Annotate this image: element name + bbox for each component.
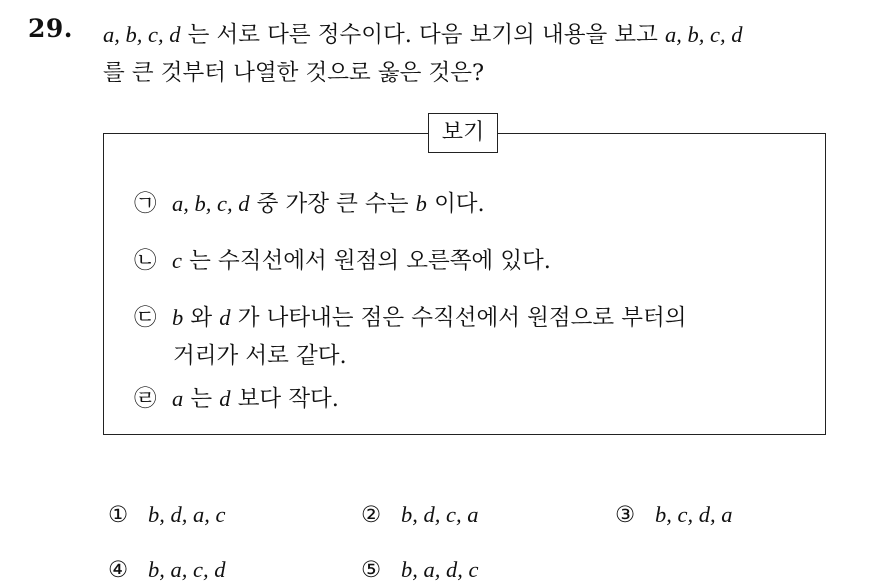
condition-variable: d: [219, 386, 231, 411]
condition-marker: ㉡: [134, 248, 157, 274]
condition-text: 중 가장 큰 수는: [249, 191, 416, 217]
choice-number: ③: [615, 502, 636, 528]
condition-marker: ㉠: [134, 191, 157, 217]
choice-5[interactable]: [361, 557, 479, 583]
question-text-part: 는 서로 다른 정수이다. 다음 보기의 내용을 보고: [180, 22, 665, 48]
choice-number: ④: [108, 557, 129, 583]
condition-marker: ㉢: [134, 305, 157, 331]
condition-2: [134, 243, 551, 275]
choice-1[interactable]: [108, 502, 226, 528]
condition-variable: c: [172, 248, 182, 273]
choice-answer: b, d, a, c: [148, 502, 226, 527]
choice-number: ①: [108, 502, 129, 528]
choice-number: ②: [361, 502, 382, 528]
condition-text: 는: [183, 386, 220, 412]
condition-3-continued: 거리가 서로 같다.: [173, 343, 347, 369]
condition-variable: b: [415, 191, 427, 216]
question-number: 29.: [28, 14, 73, 43]
condition-4: [134, 381, 339, 413]
condition-marker: ㉣: [134, 386, 157, 412]
choice-4[interactable]: [108, 557, 226, 583]
variables-abcd: a, b, c, d: [103, 22, 181, 47]
variables-abcd: a, b, c, d: [665, 22, 743, 47]
question-text-line2: 를 큰 것부터 나열한 것으로 옳은 것은?: [103, 60, 485, 86]
question-text-line1: [103, 17, 743, 49]
choice-number: ⑤: [361, 557, 382, 583]
choice-answer: b, a, c, d: [148, 557, 226, 582]
condition-1: [134, 186, 485, 218]
condition-variable: a: [172, 386, 184, 411]
condition-3: [134, 300, 686, 332]
condition-variable: d: [219, 305, 231, 330]
choice-answer: b, d, c, a: [401, 502, 479, 527]
example-box-title: 보기: [428, 113, 498, 153]
choice-2[interactable]: [361, 502, 479, 528]
condition-variable: b: [172, 305, 184, 330]
condition-variable: a, b, c, d: [172, 191, 250, 216]
condition-text: 보다 작다.: [230, 386, 339, 412]
choice-3[interactable]: [615, 502, 733, 528]
condition-text: 이다.: [426, 191, 485, 217]
choice-answer: b, a, d, c: [401, 557, 479, 582]
condition-text: 가 나타내는 점은 수직선에서 원점으로 부터의: [230, 305, 687, 331]
choice-answer: b, c, d, a: [655, 502, 733, 527]
condition-text: 는 수직선에서 원점의 오른쪽에 있다.: [182, 248, 551, 274]
condition-text: 와: [183, 305, 220, 331]
